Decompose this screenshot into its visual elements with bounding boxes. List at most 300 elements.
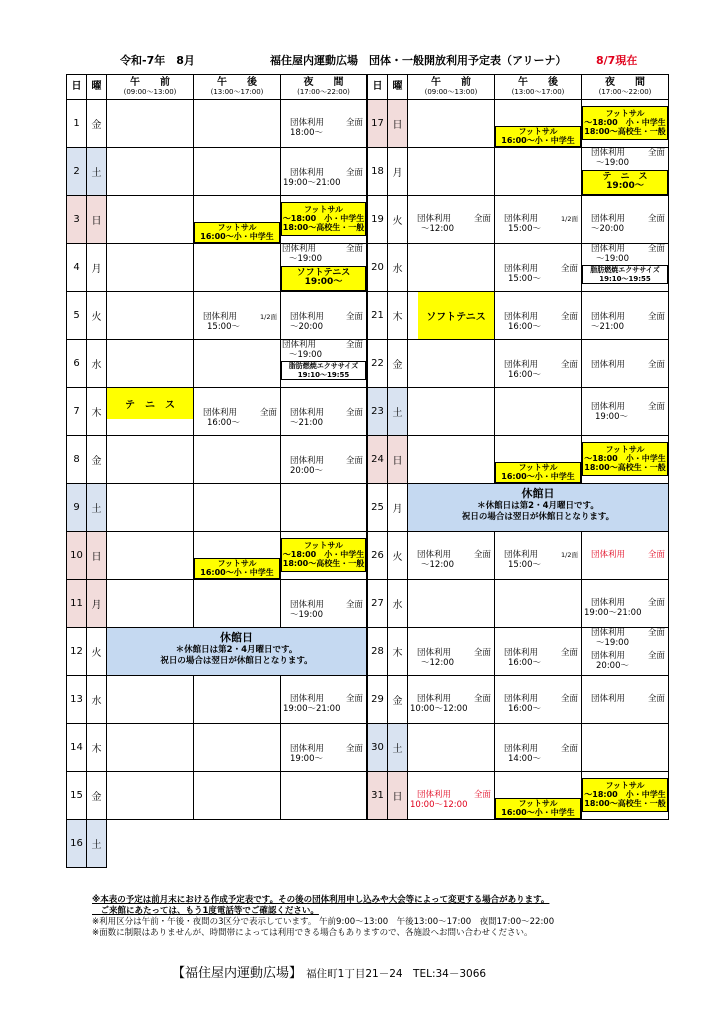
usage-label: 団体利用 [290, 312, 325, 322]
usage-label: 団体利用 [504, 360, 539, 370]
table-row [368, 148, 669, 196]
morning-cell [408, 148, 495, 196]
time-label: 19:00～ [290, 754, 323, 764]
usage-label: 団体利用 [290, 744, 325, 754]
time-label: 19:00～21:00 [283, 178, 341, 188]
day-number: 18 [368, 148, 388, 196]
morning-cell [107, 244, 194, 292]
note-line: ※本表の予定は前月末における作成予定表です。その後の団体利用申し込みや大会等によって変更する場合があります。 [92, 895, 550, 905]
day-number: 14 [67, 724, 87, 772]
table-row [67, 532, 367, 580]
afternoon-cell [495, 196, 582, 244]
day-of-week: 土 [87, 820, 107, 868]
tennis-box: テ ニ ス 19:00～ [582, 170, 668, 195]
night-cell [281, 340, 367, 388]
court-label: 全面 [560, 360, 578, 370]
time-label: 20:00～ [596, 661, 629, 671]
court-label: 1/2面 [561, 215, 578, 223]
court-label: 全面 [473, 550, 491, 560]
table-row [67, 676, 367, 724]
night-cell [281, 484, 367, 532]
day-number: 9 [67, 484, 87, 532]
court-label: 全面 [259, 408, 277, 418]
day-number: 1 [67, 100, 87, 148]
header-title: 福住屋内運動広場 団体・一般開放利用予定表（アリーナ） [270, 54, 567, 67]
time-label: 19:00～ [595, 412, 628, 422]
closed-title: 休館日 [521, 487, 555, 500]
night-cell [281, 148, 367, 196]
futsal-night-box: フットサル ～18:00 小・中学生 18:00～高校生・一般 [582, 442, 668, 476]
afternoon-cell [194, 292, 281, 340]
court-label: 全面 [345, 744, 363, 754]
note-line: ご来館にあたっては、もう1度電話等でご確認ください。 [92, 906, 319, 916]
time-label: ～12:00 [421, 560, 454, 570]
note-line: ※利用区分は午前・午後・夜間の3区分で表示しています。 午前9:00～13:00 午後13:00～17:00 夜間17:00～22:00 [92, 917, 555, 927]
closed-title: 休館日 [220, 631, 253, 644]
usage-label: 団体利用 [417, 694, 452, 704]
court-label: 全面 [345, 408, 363, 418]
table-row [368, 484, 669, 532]
usage-label: 団体利用 [290, 168, 325, 178]
table-row [67, 340, 367, 388]
afternoon-cell [194, 340, 281, 388]
futsal-night-box: フットサル ～18:00 小・中学生 18:00～高校生・一般 [281, 202, 366, 236]
usage-label: 団体利用 [504, 694, 539, 704]
morning-cell [107, 484, 194, 532]
morning-cell [107, 772, 194, 820]
time-label: 16:00～ [508, 370, 541, 380]
day-of-week: 木 [388, 292, 408, 340]
soft-tennis-box: ソフトテニス 19:00～ [281, 266, 366, 291]
court-label: 全面 [560, 694, 578, 704]
afternoon-cell [194, 436, 281, 484]
day-of-week: 日 [388, 100, 408, 148]
afternoon-cell [495, 388, 582, 436]
time-label: ～21:00 [290, 418, 323, 428]
morning-cell [107, 196, 194, 244]
footer [172, 962, 486, 981]
time-label: 15:00～ [508, 560, 541, 570]
afternoon-cell [495, 436, 582, 484]
table-row [67, 724, 367, 772]
day-number: 24 [368, 436, 388, 484]
day-of-week: 月 [388, 484, 408, 532]
court-label: 全面 [345, 340, 363, 350]
night-cell [582, 436, 669, 484]
day-number: 8 [67, 436, 87, 484]
col-night: 夜 間 (17:00～22:00) [582, 75, 669, 100]
day-number: 28 [368, 628, 388, 676]
time-label: 16:00～ [508, 322, 541, 332]
night-cell [281, 772, 367, 820]
day-number: 23 [368, 388, 388, 436]
afternoon-cell [495, 628, 582, 676]
table-row [67, 292, 367, 340]
time-label: ～19:00 [596, 158, 629, 168]
table-row [368, 196, 669, 244]
afternoon-cell [194, 484, 281, 532]
usage-label: 団体利用 [504, 550, 539, 560]
day-number: 4 [67, 244, 87, 292]
court-label: 全面 [647, 244, 665, 254]
afternoon-cell [495, 340, 582, 388]
futsal-youth-box: フットサル 16:00～小・中学生 [194, 222, 280, 243]
day-of-week: 木 [388, 628, 408, 676]
day-of-week: 日 [388, 436, 408, 484]
usage-label: 団体利用 [591, 694, 626, 704]
time-label: 14:00～ [508, 754, 541, 764]
court-label: 全面 [345, 118, 363, 128]
usage-label: 団体利用 [504, 312, 539, 322]
day-of-week: 金 [388, 676, 408, 724]
day-number: 11 [67, 580, 87, 628]
table-row [368, 340, 669, 388]
table-row [67, 148, 367, 196]
day-number: 15 [67, 772, 87, 820]
court-label: 全面 [345, 694, 363, 704]
table-row [368, 772, 669, 820]
time-label: 19:00～21:00 [584, 608, 642, 618]
day-of-week: 水 [388, 580, 408, 628]
afternoon-cell [495, 148, 582, 196]
night-cell [582, 388, 669, 436]
court-label: 全面 [647, 694, 665, 704]
usage-label: 団体利用 [591, 550, 626, 560]
day-number: 7 [67, 388, 87, 436]
night-cell [582, 196, 669, 244]
court-label: 全面 [647, 598, 665, 608]
morning-cell [107, 676, 194, 724]
day-of-week: 月 [87, 244, 107, 292]
court-label: 全面 [345, 168, 363, 178]
afternoon-cell [495, 676, 582, 724]
usage-label: 団体利用 [591, 360, 626, 370]
day-number: 19 [368, 196, 388, 244]
futsal-night-box: フットサル ～18:00 小・中学生 18:00～高校生・一般 [582, 778, 668, 812]
court-label: 全面 [345, 244, 363, 254]
night-cell [281, 244, 367, 292]
night-cell [281, 436, 367, 484]
exercise-box: 脂肪燃焼エクササイズ 19:10～19:55 [281, 361, 366, 380]
court-label: 全面 [345, 600, 363, 610]
time-label: ～20:00 [290, 322, 323, 332]
day-number: 22 [368, 340, 388, 388]
table-row [67, 820, 367, 868]
table-row [67, 772, 367, 820]
day-number: 12 [67, 628, 87, 676]
day-number: 2 [67, 148, 87, 196]
afternoon-cell [194, 388, 281, 436]
day-number: 5 [67, 292, 87, 340]
court-label: 全面 [560, 264, 578, 274]
court-label: 全面 [647, 628, 665, 638]
closed-line: ＊休館日は第2・4月曜日です。 [477, 501, 599, 511]
night-cell [281, 196, 367, 244]
day-of-week: 木 [87, 388, 107, 436]
table-row [368, 388, 669, 436]
day-number: 25 [368, 484, 388, 532]
table-row [368, 100, 669, 148]
court-label: 全面 [345, 312, 363, 322]
day-of-week: 月 [388, 148, 408, 196]
day-number: 31 [368, 772, 388, 820]
morning-cell [408, 580, 495, 628]
day-number: 13 [67, 676, 87, 724]
day-of-week: 金 [388, 340, 408, 388]
time-label: ～19:00 [289, 254, 322, 264]
day-of-week: 金 [87, 436, 107, 484]
table-row [368, 532, 669, 580]
night-cell [582, 100, 669, 148]
morning-cell [408, 772, 495, 820]
court-label: 全面 [647, 360, 665, 370]
morning-cell [408, 196, 495, 244]
table-row [67, 436, 367, 484]
header-as-of: 8/7現在 [596, 54, 638, 67]
time-label: 18:00～ [290, 128, 323, 138]
time-label: 20:00～ [290, 466, 323, 476]
afternoon-cell [495, 100, 582, 148]
court-label: 全面 [560, 744, 578, 754]
time-label: ～19:00 [596, 638, 629, 648]
schedule-table-right [367, 74, 669, 820]
morning-cell [408, 388, 495, 436]
morning-cell [408, 724, 495, 772]
time-label: 15:00～ [508, 274, 541, 284]
day-of-week: 日 [87, 532, 107, 580]
time-label: ～19:00 [289, 350, 322, 360]
futsal-youth-box: フットサル 16:00～小・中学生 [495, 462, 581, 483]
night-cell [582, 580, 669, 628]
usage-label: 団体利用 [417, 214, 452, 224]
morning-cell [107, 388, 194, 436]
day-number: 6 [67, 340, 87, 388]
usage-label: 団体利用 [591, 598, 626, 608]
night-cell [582, 772, 669, 820]
morning-cell [408, 676, 495, 724]
usage-label: 団体利用 [290, 408, 325, 418]
closed-line: ＊休館日は第2・4月曜日です。 [175, 645, 298, 655]
table-row [67, 628, 367, 676]
day-of-week: 土 [388, 388, 408, 436]
day-of-week: 火 [87, 628, 107, 676]
table-row [67, 244, 367, 292]
afternoon-cell [194, 676, 281, 724]
usage-label: 団体利用 [290, 456, 325, 466]
time-label: 16:00～ [508, 658, 541, 668]
usage-label: 団体利用 [282, 244, 317, 254]
facility-address: 福住町1丁目21－24 TEL:34－3066 [306, 968, 487, 980]
day-number: 30 [368, 724, 388, 772]
day-of-week: 水 [388, 244, 408, 292]
usage-label: 団体利用 [290, 694, 325, 704]
usage-label: 団体利用 [504, 214, 539, 224]
court-label: 全面 [473, 214, 491, 224]
night-cell [281, 532, 367, 580]
col-day: 日 [67, 75, 87, 100]
usage-label: 団体利用 [417, 550, 452, 560]
morning-cell [408, 244, 495, 292]
facility-name: 【福住屋内運動広場】 [172, 966, 303, 981]
empty-cell [194, 820, 281, 868]
afternoon-cell [194, 196, 281, 244]
col-dow: 曜 [388, 75, 408, 100]
night-cell [281, 100, 367, 148]
afternoon-cell [495, 580, 582, 628]
usage-label: 団体利用 [282, 340, 317, 350]
header-era: 令和-7年 8月 [120, 54, 195, 67]
night-cell [281, 724, 367, 772]
morning-cell [107, 100, 194, 148]
afternoon-cell [194, 724, 281, 772]
court-label: 全面 [647, 651, 665, 661]
usage-label: 団体利用 [504, 744, 539, 754]
time-label: 19:00～21:00 [283, 704, 341, 714]
court-label: 全面 [647, 550, 665, 560]
usage-label: 団体利用 [591, 244, 626, 254]
afternoon-cell [194, 148, 281, 196]
usage-label: 団体利用 [417, 790, 452, 800]
col-afternoon: 午 後 (13:00～17:00) [194, 75, 281, 100]
court-label: 全面 [345, 456, 363, 466]
usage-label: 団体利用 [591, 651, 626, 661]
table-row [67, 196, 367, 244]
day-of-week: 火 [388, 196, 408, 244]
court-label: 全面 [647, 312, 665, 322]
closed-notice [408, 484, 668, 531]
day-number: 3 [67, 196, 87, 244]
futsal-youth-box: フットサル 16:00～小・中学生 [194, 558, 280, 579]
time-label: 15:00～ [207, 322, 240, 332]
afternoon-cell [495, 532, 582, 580]
court-label: 全面 [647, 214, 665, 224]
day-of-week: 土 [388, 724, 408, 772]
notes [92, 895, 554, 939]
empty-cell [281, 820, 367, 868]
court-label: 全面 [560, 648, 578, 658]
night-cell [582, 628, 669, 676]
table-row [67, 100, 367, 148]
day-of-week: 日 [87, 196, 107, 244]
closed-day-cell [107, 628, 367, 676]
day-number: 27 [368, 580, 388, 628]
usage-label: 団体利用 [591, 148, 626, 158]
table-row [368, 676, 669, 724]
court-label: 全面 [647, 402, 665, 412]
afternoon-cell [194, 100, 281, 148]
col-night: 夜 間 (17:00～22:00) [281, 75, 367, 100]
night-cell [582, 148, 669, 196]
night-cell [281, 388, 367, 436]
futsal-youth-box: フットサル 16:00～小・中学生 [495, 126, 581, 147]
usage-label: 団体利用 [290, 118, 325, 128]
day-number: 10 [67, 532, 87, 580]
morning-cell [408, 436, 495, 484]
court-label: 全面 [560, 312, 578, 322]
morning-cell [107, 580, 194, 628]
afternoon-cell [495, 292, 582, 340]
table-row [368, 244, 669, 292]
night-cell [582, 244, 669, 292]
table-row [368, 580, 669, 628]
morning-cell [408, 100, 495, 148]
day-of-week: 金 [87, 100, 107, 148]
tennis-box: テ ニ ス [107, 388, 193, 419]
table-row [368, 436, 669, 484]
table-row [67, 580, 367, 628]
afternoon-cell [495, 244, 582, 292]
court-label: 1/2面 [561, 551, 578, 559]
time-label: 16:00～ [207, 418, 240, 428]
day-of-week: 土 [87, 148, 107, 196]
day-number: 20 [368, 244, 388, 292]
day-number: 21 [368, 292, 388, 340]
time-label: ～19:00 [290, 610, 323, 620]
exercise-box: 脂肪燃焼エクササイズ 19:10～19:55 [582, 265, 668, 284]
afternoon-cell [495, 772, 582, 820]
day-of-week: 木 [87, 724, 107, 772]
closed-line: 祝日の場合は翌日が休館日となります。 [461, 512, 615, 522]
day-number: 17 [368, 100, 388, 148]
night-cell [582, 724, 669, 772]
day-of-week: 金 [87, 772, 107, 820]
night-cell [582, 292, 669, 340]
afternoon-cell [194, 532, 281, 580]
schedule-table-left [66, 74, 367, 868]
morning-cell [107, 724, 194, 772]
court-label: 全面 [473, 790, 491, 800]
afternoon-cell [495, 724, 582, 772]
night-cell [582, 676, 669, 724]
day-of-week: 土 [87, 484, 107, 532]
col-dow: 曜 [87, 75, 107, 100]
time-label: 15:00～ [508, 224, 541, 234]
court-label: 全面 [473, 648, 491, 658]
table-row [368, 292, 669, 340]
time-label: ～12:00 [421, 224, 454, 234]
table-row [368, 628, 669, 676]
usage-label: 団体利用 [504, 264, 539, 274]
note-line: ※面数に制限はありませんが、時間帯によっては利用できる場合もありますので、各施設へお問い合わせください。 [92, 928, 533, 938]
time-label: 10:00～12:00 [410, 800, 468, 810]
day-number: 29 [368, 676, 388, 724]
futsal-night-box: フットサル ～18:00 小・中学生 18:00～高校生・一般 [582, 106, 668, 140]
usage-label: 団体利用 [591, 402, 626, 412]
table-row [67, 484, 367, 532]
day-of-week: 水 [87, 340, 107, 388]
morning-cell [107, 436, 194, 484]
futsal-youth-box: フットサル 16:00～小・中学生 [495, 798, 581, 819]
morning-cell [107, 148, 194, 196]
time-label: ～21:00 [591, 322, 624, 332]
usage-label: 団体利用 [591, 312, 626, 322]
night-cell [582, 340, 669, 388]
closed-day-cell [408, 484, 669, 532]
usage-label: 団体利用 [203, 312, 238, 322]
afternoon-cell [194, 772, 281, 820]
night-cell [281, 580, 367, 628]
table-row [368, 724, 669, 772]
court-label: 全面 [473, 694, 491, 704]
night-cell [281, 676, 367, 724]
time-label: 16:00～ [508, 704, 541, 714]
usage-label: 団体利用 [203, 408, 238, 418]
court-label: 全面 [647, 148, 665, 158]
day-of-week: 火 [87, 292, 107, 340]
usage-label: 団体利用 [591, 628, 626, 638]
empty-cell [107, 820, 194, 868]
afternoon-cell [194, 244, 281, 292]
